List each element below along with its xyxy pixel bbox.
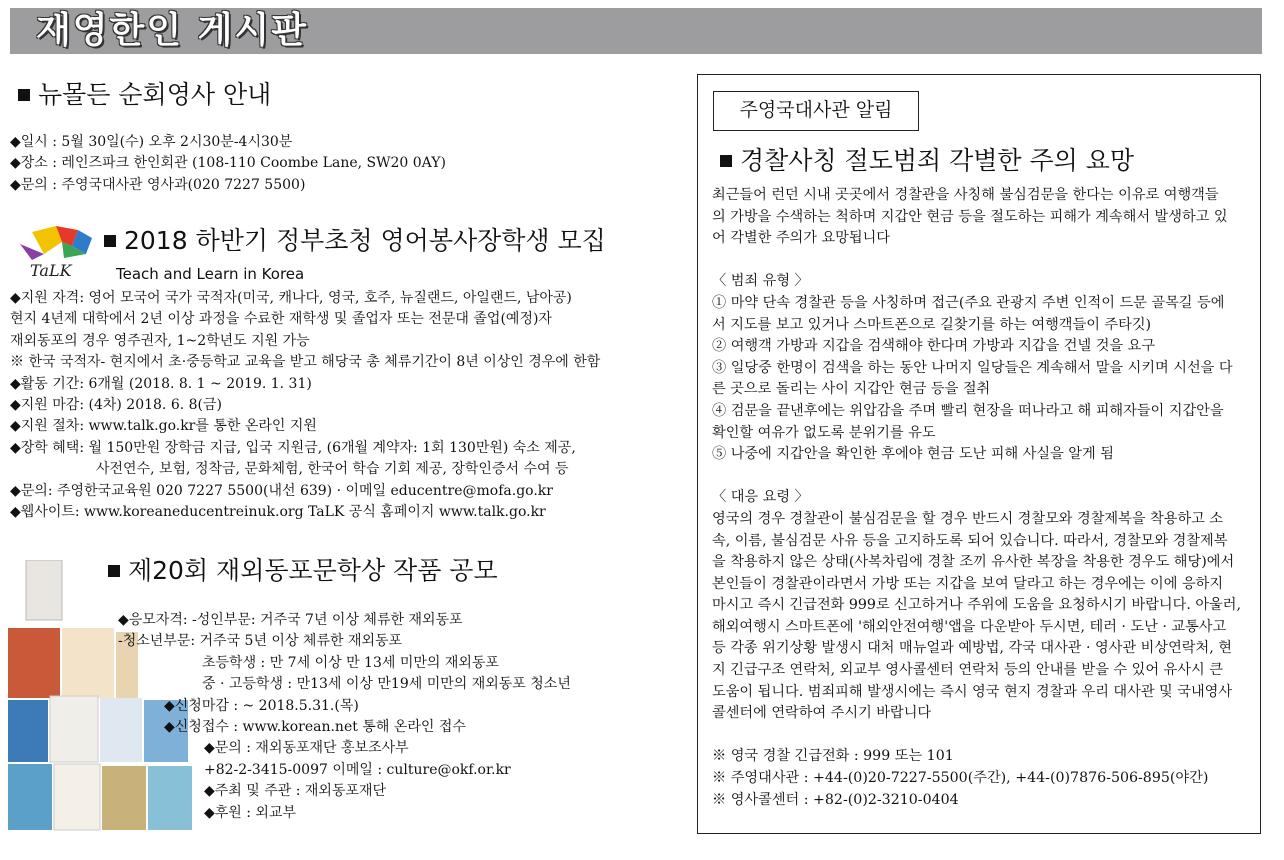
- info-line: ◆지원 절차: www.talk.go.kr를 통한 온라인 지원: [10, 418, 317, 435]
- notice-line: 본인들이 경찰관이라면서 가방 또는 지갑을 보여 달라고 하는 경우에는 이에 응하지: [712, 575, 1224, 592]
- notice-line: 서 지도를 보고 있거나 스마트폰으로 길찾기를 하는 여행객들이 주타깃): [712, 316, 1152, 333]
- notice-line: 속, 이름, 불심검문 사유 등을 고지하도록 되어 있습니다. 따라서, 경찰모와 경찰제복: [712, 532, 1228, 549]
- notice-line: ※ 주영대사관 : +44-(0)20-7227-5500(주간), +44-(0)7876-506-895(야간): [712, 770, 1209, 787]
- header-banner: [10, 8, 1262, 54]
- notice-line: 〈 범죄 유형 〉: [712, 273, 809, 290]
- notice-line: ※ 영사콜센터 : +82-(0)2-3210-0404: [712, 791, 959, 808]
- notice-line: ④ 검문을 끝낸후에는 위압감을 주며 빨리 현장을 떠나라고 해 피해자들이 지갑안을: [712, 402, 1224, 419]
- info-line: ◆장소 : 레인즈파크 한인회관 (108-110 Coombe Lane, SW20 0AY): [10, 155, 446, 172]
- notice-line: 콜센터에 연락하여 주시기 바랍니다: [712, 705, 932, 722]
- info-line: ◆활동 기간: 6개월 (2018. 8. 1 ~ 2019. 1. 31): [10, 375, 312, 392]
- info-line: 중 · 고등학생 : 만13세 이상 만19세 미만의 재외동포 청소년: [202, 676, 571, 693]
- embassy-body: [712, 185, 1241, 811]
- notice-line: 지 긴급구조 연락처, 외교부 영사콜센터 연락처 등의 안내를 받을 수 있어 유사시 큰: [712, 662, 1223, 679]
- notice-line: 어 각별한 주의가 요망됩니다: [712, 230, 890, 247]
- literature-title-text: 제20회 재외동포문학상 작품 공모: [128, 556, 498, 585]
- concert-info: [10, 132, 446, 196]
- info-line: ◆웹사이트: www.koreaneducentreinuk.org TaLK 공식 홈페이지 www.talk.go.kr: [10, 504, 546, 521]
- square-bullet-icon: [104, 235, 116, 247]
- info-line: ◆지원 자격: 영어 모국어 국가 국적자(미국, 캐나다, 영국, 호주, 뉴질랜드, 아일랜드, 남아공): [10, 290, 572, 306]
- notice-line: ③ 일당중 한명이 검색을 하는 동안 나머지 일당들은 계속해서 말을 시키며 시선을 다: [712, 359, 1233, 376]
- notice-line: ※ 영국 경찰 긴급전화 : 999 또는 101: [712, 748, 954, 765]
- info-line: ◆응모자격: -성인부문: 거주국 7년 이상 체류한 재외동포: [118, 612, 463, 628]
- square-bullet-icon: [18, 89, 30, 101]
- notice-line: [712, 250, 1241, 272]
- info-line: 사전연수, 보험, 정착금, 문화체험, 한국어 학습 기회 제공, 장학인증서 수여 등: [96, 461, 569, 478]
- notice-line: 등 각종 위기상황 발생시 대처 매뉴얼과 예방법, 각국 대사관 · 영사관 비상연락처, 현: [712, 640, 1232, 657]
- square-bullet-icon: [108, 565, 120, 577]
- info-line: ◆문의 : 주영국대사관 영사과(020 7227 5500): [10, 176, 306, 193]
- info-line: ※ 한국 국적자- 현지에서 초·중등학교 교육을 받고 해당국 총 체류기간이 8년 이상인 경우에 한함: [10, 354, 601, 371]
- notice-line: 해외여행시 스마트폰에 '해외안전여행'앱을 다운받아 두시면, 테러 · 도난 · 교통사고: [712, 618, 1227, 635]
- info-line: +82-2-3415-0097 이메일 : culture@okf.or.kr: [204, 761, 511, 778]
- info-line: ◆일시 : 5월 30일(수) 오후 2시30분-4시30분: [10, 134, 293, 150]
- notice-line: 영국의 경우 경찰관이 불심검문을 할 경우 반드시 경찰모와 경찰제복을 착용하고 소: [712, 510, 1224, 527]
- talk-info: [10, 288, 600, 523]
- notice-line: ① 마약 단속 경찰관 등을 사칭하며 접근(주요 관광지 주변 인적이 드문 골목길 등에: [712, 294, 1225, 311]
- notice-line: 도움이 됩니다. 범죄피해 발생시에는 즉시 영국 현지 경찰과 우리 대사관 및 국내영사: [712, 683, 1233, 700]
- info-line: 현지 4년제 대학에서 2년 이상 과정을 수료한 재학생 및 졸업자 또는 전문대 졸업(예정)자: [10, 311, 552, 328]
- info-line: ◆문의: 주영한국교육원 020 7227 5500(내선 639) · 이메일 educentre@mofa.go.kr: [10, 482, 553, 499]
- info-line: 재외동포의 경우 영주권자, 1~2학년도 지원 가능: [10, 332, 310, 349]
- notice-line: 의 가방을 수색하는 척하며 지갑안 현금 등을 절도하는 피해가 계속해서 발생하고 있: [712, 208, 1228, 225]
- notice-line: 른 곳으로 돌리는 사이 지갑안 현금 등을 절취: [712, 381, 991, 398]
- notice-line: 확인할 여유가 없도록 분위기를 유도: [712, 424, 936, 441]
- info-line: ◆신청마감 : ~ 2018.5.31.(목): [164, 697, 359, 714]
- page-title: 재영한인 게시판: [36, 10, 308, 51]
- concert-title-text: 뉴몰든 순회영사 안내: [38, 80, 272, 109]
- info-line: -청소년부문: 거주국 5년 이상 체류한 재외동포: [118, 633, 403, 650]
- info-line: 초등학생 : 만 7세 이상 만 13세 미만의 재외동포: [202, 654, 499, 671]
- notice-line: 을 착용하지 않은 상태(사복차림에 경찰 조끼 유사한 복장을 착용한 경우도 해당)에서: [712, 554, 1235, 571]
- info-line: ◆후원 : 외교부: [204, 804, 297, 821]
- square-bullet-icon: [720, 155, 732, 167]
- notice-line: 〈 대응 요령 〉: [712, 489, 809, 506]
- embassy-title-text: 경찰사칭 절도범죄 각별한 주의 요망: [740, 146, 1135, 175]
- literature-title: [108, 556, 498, 586]
- info-line: ◆지원 마감: (4차) 2018. 6. 8(금): [10, 397, 222, 414]
- embassy-title: [720, 145, 1134, 177]
- notice-line: 마시고 즉시 긴급전화 999로 신고하거나 주위에 도움을 요청하시기 바랍니다. 아울러,: [712, 597, 1241, 614]
- info-line: ◆장학 혜택: 월 150만원 장학금 지급, 입국 지원금, (6개월 계약자: 1회 130만원) 숙소 제공,: [10, 439, 576, 456]
- info-line: ◆주최 및 주관 : 재외동포재단: [204, 783, 387, 800]
- talk-title: [104, 226, 606, 256]
- notice-line: [712, 725, 1241, 747]
- talk-logo-text: TaLK: [30, 261, 72, 280]
- talk-logo: [16, 224, 100, 286]
- info-line: ◆문의 : 재외동포재단 홍보조사부: [204, 740, 409, 757]
- info-line: ◆신청접수 : www.korean.net 통해 온라인 접수: [164, 719, 466, 736]
- notice-line: ② 여행객 가방과 지갑을 검색해야 한다며 가방과 지갑을 건넬 것을 요구: [712, 338, 1156, 355]
- talk-title-text: 2018 하반기 정부초청 영어봉사장학생 모집: [124, 226, 606, 255]
- literature-info: [0, 610, 571, 824]
- embassy-tag: 주영국대사관 알림: [713, 91, 919, 131]
- notice-line: 최근들어 런던 시내 곳곳에서 경찰관을 사칭해 불심검문을 한다는 이유로 여행객들: [712, 187, 1219, 203]
- notice-line: ⑤ 나중에 지갑안을 확인한 후에야 현금 도난 피해 사실을 알게 됨: [712, 446, 1114, 463]
- talk-subtitle: Teach and Learn in Korea: [116, 265, 305, 283]
- concert-title: [18, 80, 271, 110]
- notice-line: [712, 466, 1241, 488]
